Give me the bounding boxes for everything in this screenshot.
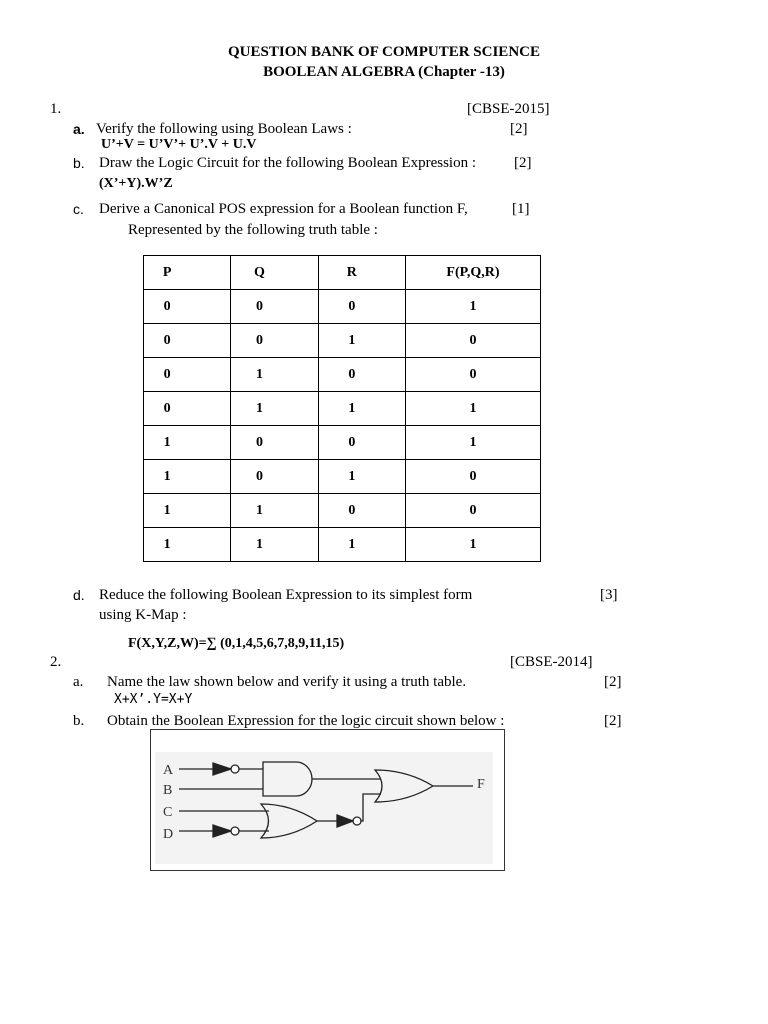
table-cell: 0: [231, 426, 318, 460]
table-cell: 1: [144, 528, 231, 562]
table-header-cell: Q: [231, 256, 318, 290]
question-2-source: [CBSE-2014]: [510, 654, 593, 670]
q2a-expression: X+X’.Y=X+Y: [114, 692, 193, 707]
q1b-label: b.: [73, 155, 85, 171]
q1c-text-continued: Represented by the following truth table :: [128, 222, 378, 238]
table-cell: 0: [144, 290, 231, 324]
table-cell: 0: [405, 460, 540, 494]
table-cell: 1: [318, 460, 405, 494]
q1d-label: d.: [73, 587, 85, 603]
table-cell: 0: [405, 494, 540, 528]
truth-table: [143, 255, 541, 562]
q1a-text: Verify the following using Boolean Laws :: [96, 121, 352, 137]
not-bubble-a: [231, 765, 239, 773]
q1a-expression: U’+V = U’V’+ U’.V + U.V: [101, 137, 257, 152]
table-cell: 1: [231, 358, 318, 392]
table-row: [144, 290, 541, 324]
input-label-b: B: [163, 783, 173, 798]
table-header-cell: F(P,Q,R): [405, 256, 540, 290]
q1d-text: Reduce the following Boolean Expression to its simplest form: [99, 587, 473, 603]
logic-circuit-figure: [150, 729, 505, 871]
input-label-c: C: [163, 805, 173, 820]
table-cell: 0: [144, 324, 231, 358]
table-cell: 0: [231, 290, 318, 324]
q2a-label: a.: [73, 674, 84, 690]
table-row: [144, 324, 541, 358]
table-cell: 0: [144, 358, 231, 392]
q1b-marks: [2]: [514, 155, 532, 171]
q1d-text-continued: using K-Map :: [99, 607, 187, 623]
table-cell: 1: [405, 528, 540, 562]
table-row: [144, 392, 541, 426]
table-cell: 0: [405, 358, 540, 392]
q1d-marks: [3]: [600, 587, 618, 603]
table-cell: 1: [318, 324, 405, 358]
q1c-label: c.: [73, 201, 84, 217]
input-label-d: D: [163, 827, 174, 842]
table-row: [144, 528, 541, 562]
table-cell: 1: [231, 528, 318, 562]
table-row: [144, 358, 541, 392]
table-cell: 0: [405, 324, 540, 358]
q2b-marks: [2]: [604, 713, 622, 729]
table-cell: 1: [144, 494, 231, 528]
table-cell: 0: [231, 324, 318, 358]
table-cell: 1: [318, 528, 405, 562]
q2a-marks: [2]: [604, 674, 622, 690]
q1d-expression: F(X,Y,Z,W)=∑ (0,1,4,5,6,7,8,9,11,15): [128, 636, 345, 651]
table-cell: 1: [405, 426, 540, 460]
q1b-expression: (X’+Y).W’Z: [99, 176, 173, 191]
table-cell: 1: [405, 392, 540, 426]
q2a-text: Name the law shown below and verify it using a truth table.: [107, 674, 467, 690]
q2b-text: Obtain the Boolean Expression for the logic circuit shown below :: [107, 713, 505, 729]
table-row: [144, 426, 541, 460]
q1c-text: Derive a Canonical POS expression for a Boolean function F,: [99, 201, 468, 217]
logic-circuit-diagram: [151, 730, 504, 870]
page-subtitle: BOOLEAN ALGEBRA (Chapter -13): [263, 64, 505, 80]
table-cell: 1: [231, 392, 318, 426]
table-cell: 0: [231, 460, 318, 494]
table-cell: 0: [318, 290, 405, 324]
not-bubble-d: [231, 827, 239, 835]
output-label-f: F: [477, 777, 485, 792]
table-cell: 1: [144, 460, 231, 494]
q1a-marks: [2]: [510, 121, 528, 137]
table-header-cell: R: [318, 256, 405, 290]
table-row: [144, 494, 541, 528]
q1a-label: a.: [73, 121, 85, 137]
table-cell: 0: [318, 426, 405, 460]
table-cell: 0: [318, 358, 405, 392]
q2b-label: b.: [73, 713, 85, 729]
table-cell: 1: [405, 290, 540, 324]
q1b-text: Draw the Logic Circuit for the following Boolean Expression :: [99, 155, 476, 171]
question-2-number: 2.: [50, 654, 62, 670]
table-header-cell: P: [144, 256, 231, 290]
input-label-a: A: [163, 763, 174, 778]
table-cell: 1: [318, 392, 405, 426]
table-header-row: [144, 256, 541, 290]
table-cell: 1: [144, 426, 231, 460]
not-bubble-or1: [353, 817, 361, 825]
q1c-marks: [1]: [512, 201, 530, 217]
table-row: [144, 460, 541, 494]
question-1-number: 1.: [50, 101, 62, 117]
table-cell: 0: [318, 494, 405, 528]
table-cell: 0: [144, 392, 231, 426]
question-1-source: [CBSE-2015]: [467, 101, 550, 117]
table-cell: 1: [231, 494, 318, 528]
page-title: QUESTION BANK OF COMPUTER SCIENCE: [228, 44, 540, 60]
